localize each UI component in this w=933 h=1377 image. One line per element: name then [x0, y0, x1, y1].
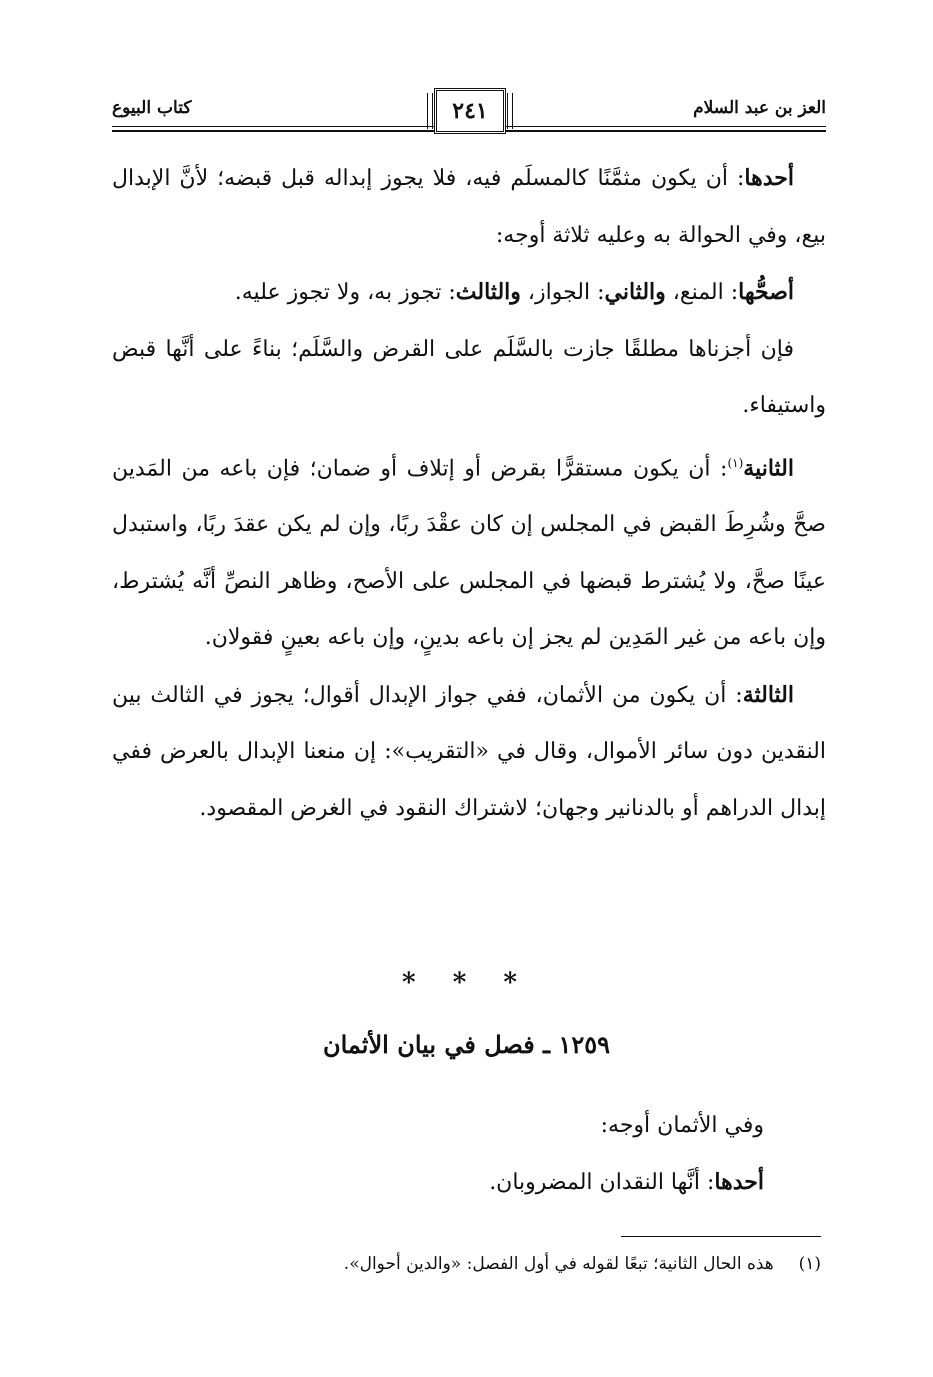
paragraph-2: أصحُّها: المنع، والثاني: الجواز، والثالث: تجوز به، ولا تجوز عليه. — [234, 279, 794, 305]
paragraph-1: أحدها: أن يكون مثمَّنًا كالمسلَم فيه، فلا يجوز إبداله قبل قبضه؛ لأنَّ الإبدال بيع، وفي الحوالة به وعليه ثلاثة أوجه: — [112, 165, 826, 248]
footnote — [107, 1254, 821, 1274]
section-title: ١٢٥٩ ـ فصل في بيان الأثمان — [322, 1030, 610, 1059]
running-header — [112, 92, 826, 132]
header-author: العز بن عبد السلام — [693, 98, 826, 118]
footnote-rule — [621, 1236, 821, 1237]
footnote-ref: (١) — [727, 455, 744, 470]
footnote-text: هذه الحال الثانية؛ تبعًا لقوله في أول الفصل: «والدين أحوال». — [343, 1254, 774, 1274]
paragraph-3: فإن أجزناها مطلقًا جازت بالسَّلَم على القرض والسَّلَم؛ بناءً على أنَّها قبض واستيفاء. — [112, 336, 826, 418]
footnote-marker: (١) — [798, 1254, 821, 1274]
section-line-2: أحدها: أنَّها النقدان المضروبان. — [489, 1169, 764, 1195]
section-separator: * * * — [402, 968, 531, 998]
paragraph-5: الثالثة: أن يكون من الأثمان، ففي جواز الإبدال أقوال؛ يجوز في الثالث بين النقدين دون سائر الأموال، وقال في «التقريب»: إن منعنا الإبدال بالعرض ففي إبدال الدراهم أو بالدنانير وجهان؛ لاشتراك النقود في الغرض المقصود. — [112, 681, 826, 821]
main-text — [112, 150, 826, 837]
section-text — [112, 1098, 826, 1211]
section-line-1: وفي الأثمان أوجه: — [600, 1113, 764, 1138]
paragraph-4: الثانية$^{(١)}$: أن يكون مستقرًّا بقرض أو إتلاف أو ضمان؛ فإن باعه من المَدين صحَّ وشُرِطَ القبض في المجلس إن كان عقْدَ ربًا، وإن لم يكن عقدَ ربًا، واستبدل عينًا صحَّ، ولا يُشترط قبضها في المجلس على الأصح، وظاهر النصِّ أنَّه يُشترط، وإن باعه من غير المَدِين لم يجز إن باعه بدينٍ، وإن باعه بعينٍ فقولان. — [112, 454, 826, 651]
term-label: أحدها — [744, 165, 794, 191]
header-book-title: كتاب البيوع — [112, 98, 192, 118]
page-number: ٢٤١ — [434, 88, 506, 134]
